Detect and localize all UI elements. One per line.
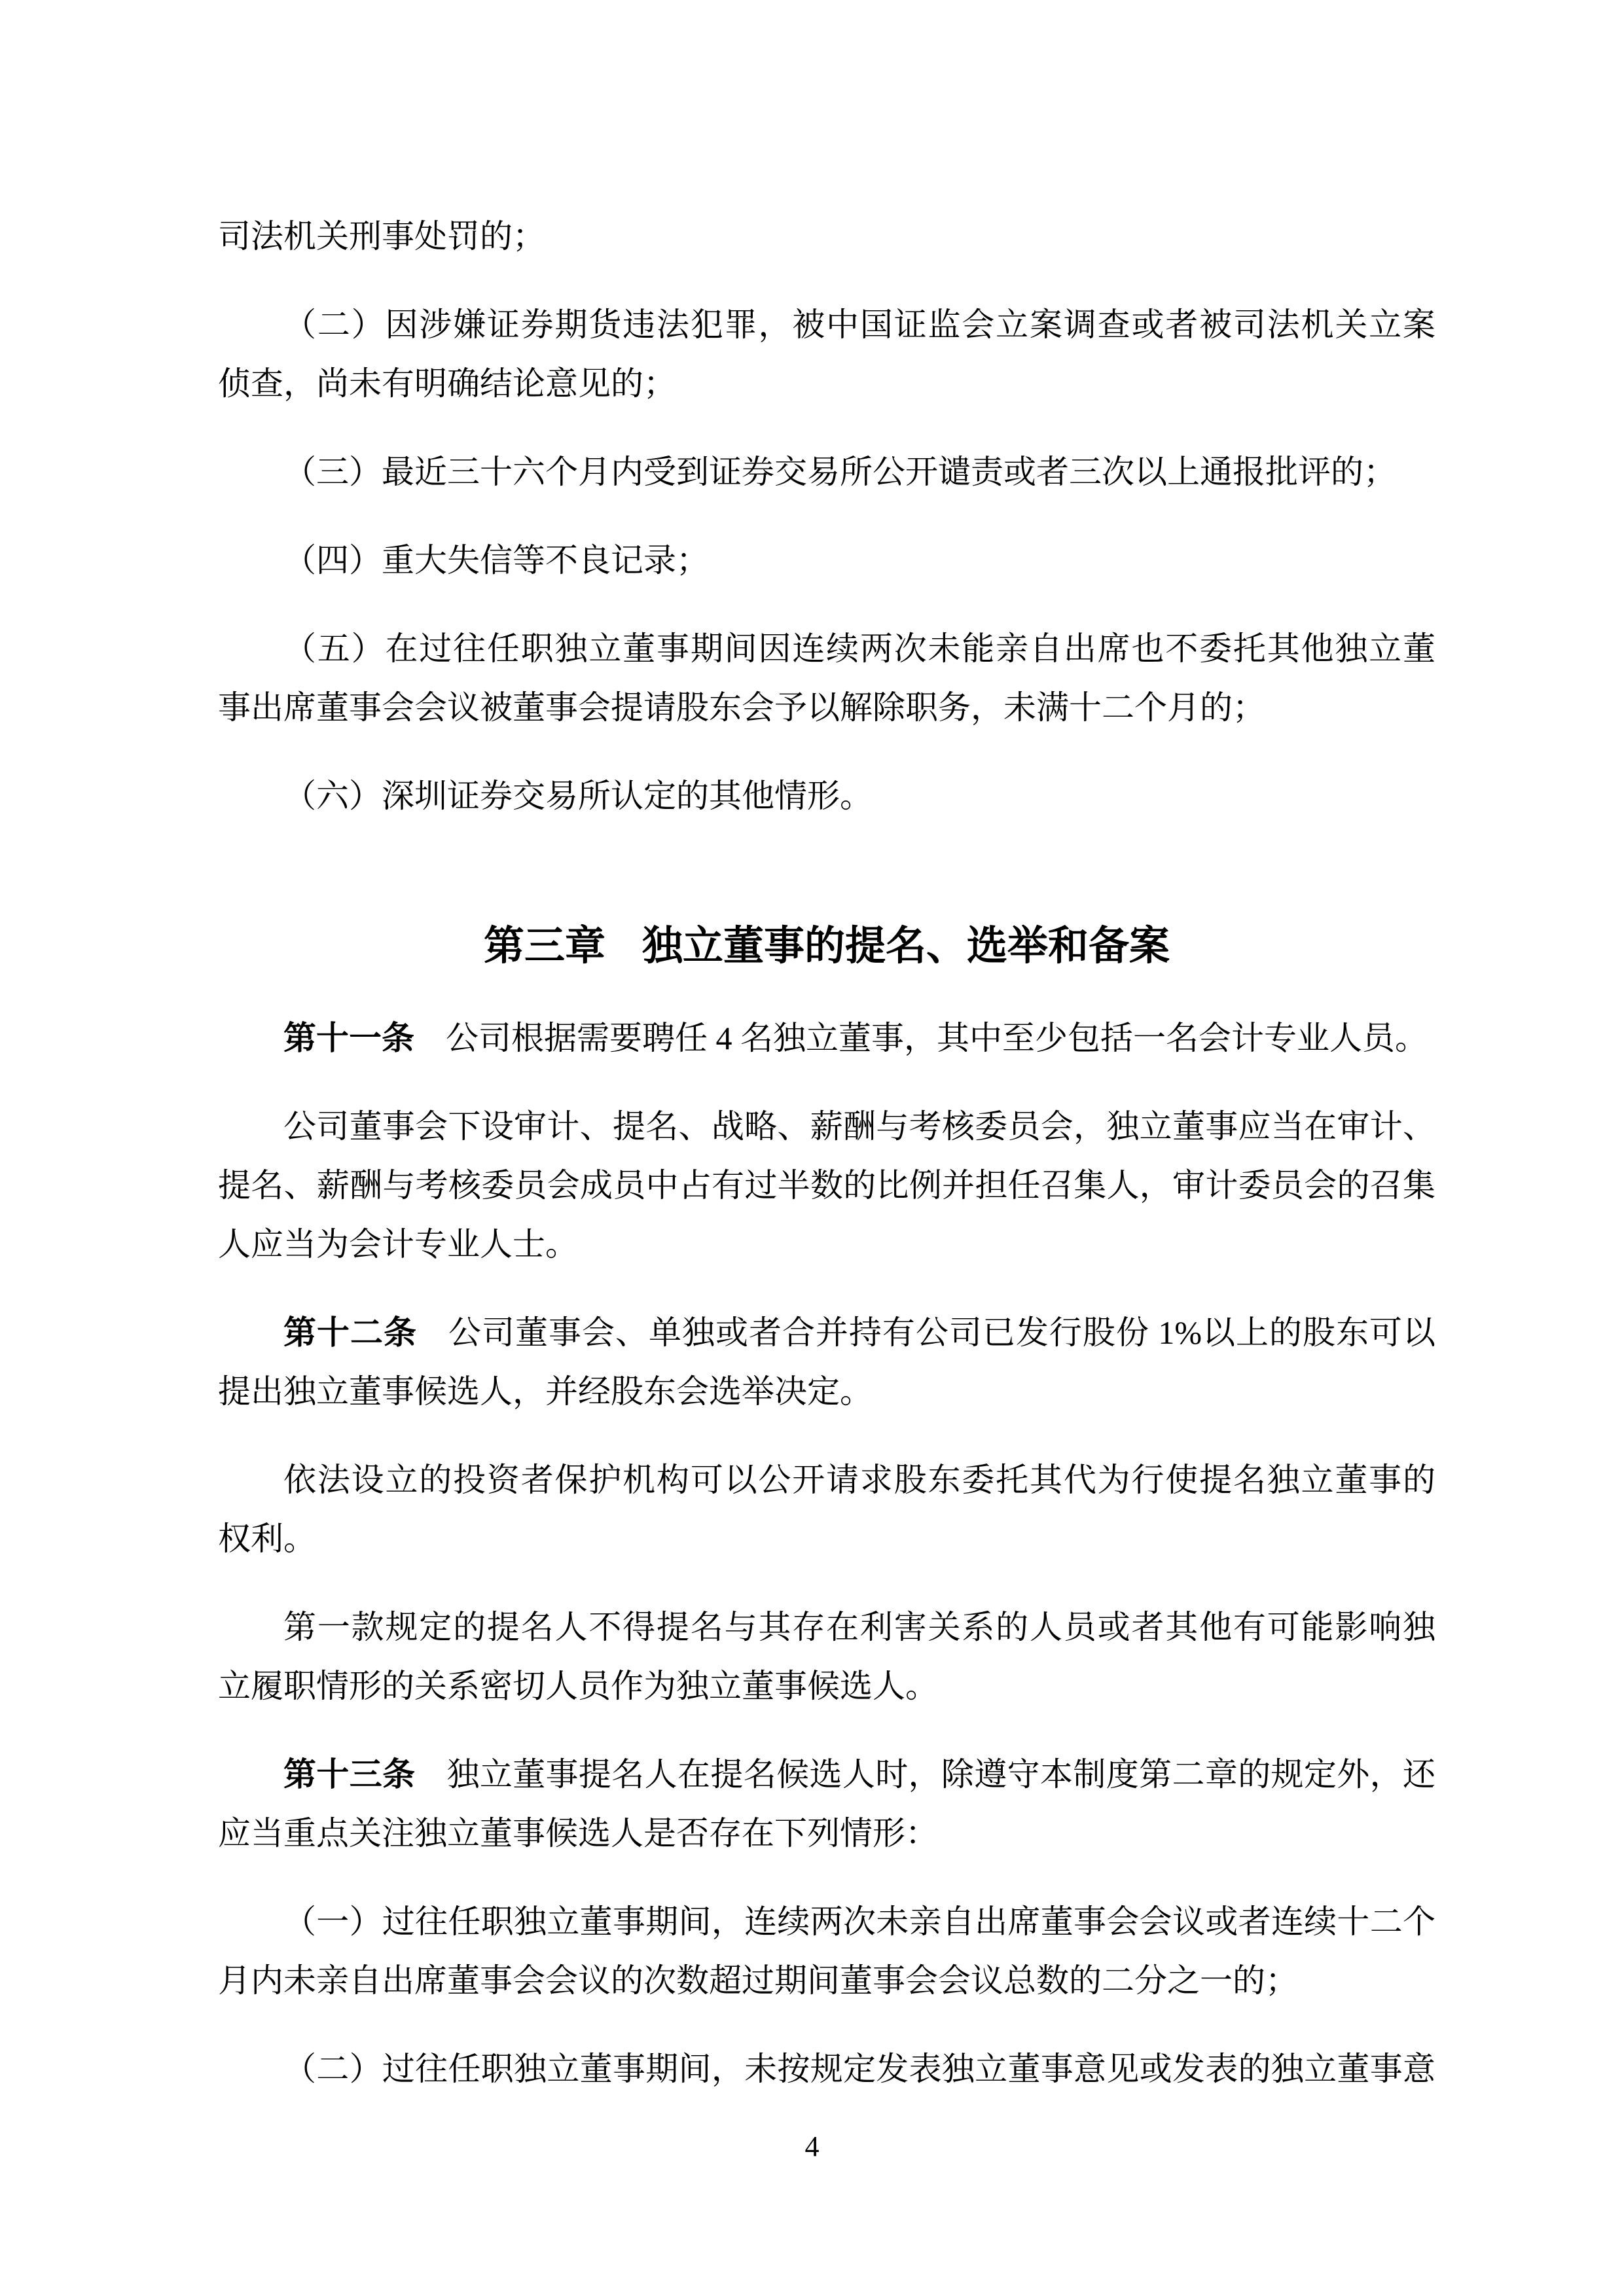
article-13-paragraph xyxy=(218,1745,1435,1863)
article-11-term: 第十一条 xyxy=(283,1020,414,1056)
text-line: （一）过往任职独立董事期间，连续两次未亲自出席董事会会议或者连续十二个 xyxy=(283,1903,1435,1940)
text-line xyxy=(218,1303,1435,1362)
text-line: 事出席董事会会议被董事会提请股东会予以解除职务，未满十二个月的； xyxy=(218,689,1265,726)
text-line: （二）因涉嫌证券期货违法犯罪，被中国证监会立案调查或者被司法机关立案 xyxy=(283,306,1435,343)
text-line: 提出独立董事候选人，并经股东会选举决定。 xyxy=(218,1373,873,1410)
article-13-text: 独立董事提名人在提名候选人时，除遵守本制度第二章的规定外，还 xyxy=(446,1756,1436,1793)
list-item-1b xyxy=(218,1892,1435,2010)
text-line: 月内未亲自出席董事会会议的次数超过期间董事会会议总数的二分之一的； xyxy=(218,1962,1298,1999)
text-line: （六）深圳证券交易所认定的其他情形。 xyxy=(283,778,873,814)
text-line: （三）最近三十六个月内受到证券交易所公开谴责或者三次以上通报批评的； xyxy=(283,454,1396,490)
chapter-number: 第三章 xyxy=(483,924,605,969)
article-13-term: 第十三条 xyxy=(283,1756,416,1793)
chapter-title: 独立董事的提名、选举和备案 xyxy=(642,924,1170,969)
text-line: 第一款规定的提名人不得提名与其存在利害关系的人员或者其他有可能影响独 xyxy=(283,1609,1435,1645)
text-line: （二）过往任职独立董事期间，未按规定发表独立董事意见或发表的独立董事意 xyxy=(283,2051,1435,2087)
text-line: （四）重大失信等不良记录； xyxy=(283,542,709,579)
text-line: 司法机关刑事处罚的； xyxy=(218,218,545,255)
article-11-paragraph xyxy=(218,1009,1435,1067)
paragraph xyxy=(218,1097,1435,1274)
article-11-text: 公司根据需要聘任 4 名独立董事，其中至少包括一名会计专业人员。 xyxy=(446,1020,1428,1056)
list-item-4 xyxy=(218,531,1435,590)
paragraph xyxy=(218,1598,1435,1715)
article-12-paragraph xyxy=(218,1303,1435,1421)
article-12-term: 第十二条 xyxy=(283,1314,417,1351)
text-line: 侦查，尚未有明确结论意见的； xyxy=(218,365,676,402)
text-line: 人应当为会计专业人士。 xyxy=(218,1226,578,1263)
text-line: 公司董事会下设审计、提名、战略、薪酬与考核委员会，独立董事应当在审计、 xyxy=(283,1108,1435,1145)
page-number: 4 xyxy=(804,2130,820,2162)
text-line: （五）在过往任职独立董事期间因连续两次未能亲自出席也不委托其他独立董 xyxy=(283,630,1435,667)
list-item-2 xyxy=(218,295,1435,413)
list-item-2b xyxy=(218,2039,1435,2098)
paragraph-continuation xyxy=(218,207,1435,266)
list-item-3 xyxy=(218,442,1435,501)
paragraph xyxy=(218,1450,1435,1568)
document-content xyxy=(218,207,1435,2128)
text-line: 权利。 xyxy=(218,1520,316,1557)
text-line xyxy=(218,1009,1435,1067)
text-line: 提名、薪酬与考核委员会成员中占有过半数的比例并担任召集人，审计委员会的召集 xyxy=(218,1167,1435,1204)
chapter-heading xyxy=(218,914,1435,979)
article-12-text: 公司董事会、单独或者合并持有公司已发行股份 1%以上的股东可以 xyxy=(448,1314,1435,1351)
list-item-5 xyxy=(218,619,1435,737)
list-item-6 xyxy=(218,766,1435,825)
text-line: 立履职情形的关系密切人员作为独立董事候选人。 xyxy=(218,1668,938,1704)
text-line xyxy=(218,1745,1435,1804)
text-line: 应当重点关注独立董事候选人是否存在下列情形： xyxy=(218,1815,938,1852)
text-line: 依法设立的投资者保护机构可以公开请求股东委托其代为行使提名独立董事的 xyxy=(283,1462,1435,1498)
